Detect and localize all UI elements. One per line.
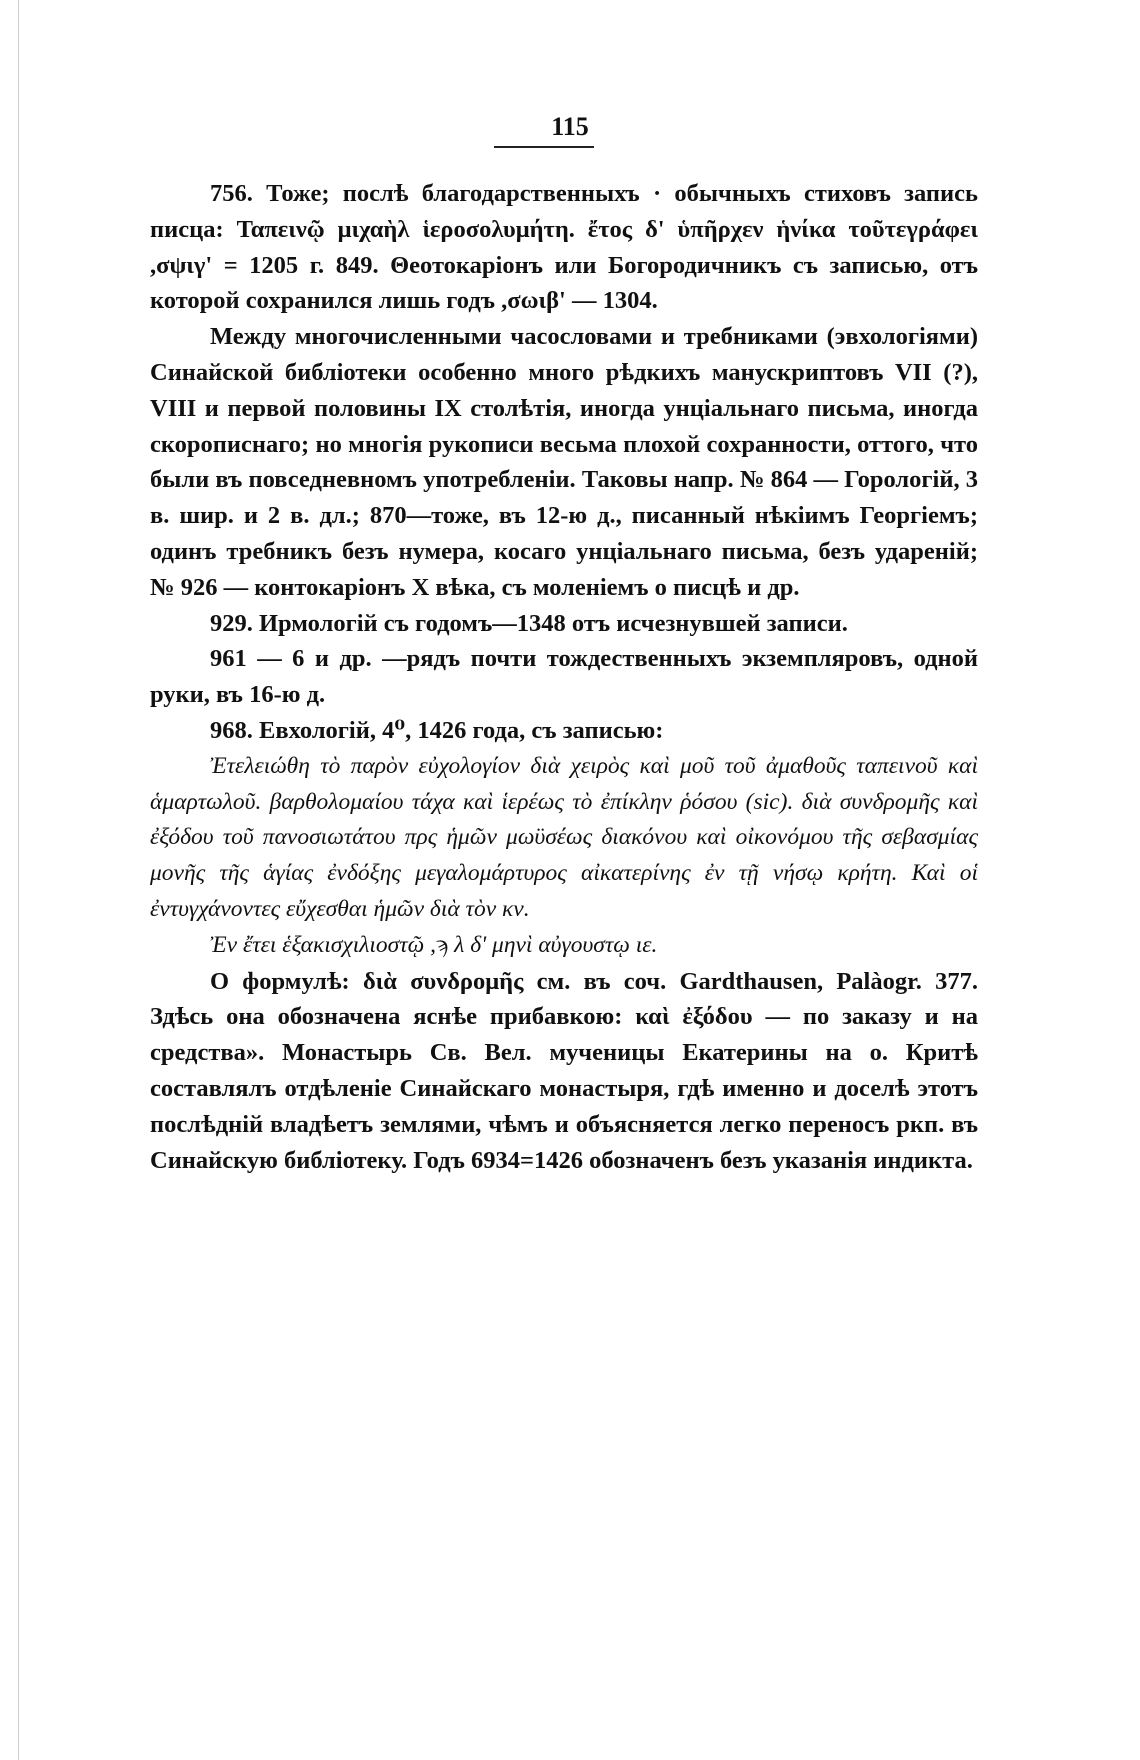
greek-date-line: Ἐν ἔτει ἑξακισχιλιοστῷ ,ϡ λ δ' μηνὶ αὐγουστῳ ιε. (210, 931, 658, 958)
paragraph-manuscripts: Между многочисленными часословами и требниками (эвхологіями) Синайской библіотеки особенно много рѣдкихъ манускриптовъ VII (?), VIII и первой половины IX столѣтія, иногда унціальнаго письма, иногда скорописнаго; но многія рукописи весьма плохой сохранности, оттого, что были въ повседневномъ употребленіи. Таковы напр. № 864 — Горологій, 3 в. шир. и 2 в. дл.; 870—тоже, въ 12-ю д., писанный нѣкіимъ Георгіемъ; одинъ требникъ безъ нумера, косаго унціальнаго письма, безъ удареній; № 926 — контокаріонъ X вѣка, съ моленіемъ о писцѣ и др. (150, 323, 978, 601)
scan-edge-line (18, 0, 19, 1760)
page-number: 115 (551, 112, 589, 141)
paragraph-formula: О формулѣ: διὰ συνδρομῆς см. въ соч. Gardthausen, Palàogr. 377. Здѣсь она обозначена яснѣе прибавкою: καὶ ἐξόδου — по заказу и на средства». Монастырь Св. Вел. мученицы Екатерины на о. Критѣ составлялъ отдѣленіе Синайскаго монастыря, гдѣ именно и доселѣ этотъ послѣдній владѣетъ землями, чѣмъ и объясняется легко переносъ ркп. въ Синайскую библіотеку. Годъ 6934=1426 обозначенъ безъ указанія индикта. (150, 967, 978, 1174)
page-number-rule (494, 146, 594, 148)
greek-colophon: Ἐτελειώθη τὸ παρὸν εὐχολογίον διὰ χειρὸς καὶ μοῦ τοῦ ἀμαθοῦς ταπεινοῦ καὶ ἁμαρτωλοῦ. βαρθολομαίου τάχα καὶ ἱερέως τὸ ἐπίκλην ῥόσου (sic). διὰ συνδρομῆς καὶ ἐξόδου τοῦ πανοσιωτάτου πρς ἡμῶν μωϋσέως διακόνου καὶ οἰκονόμου τῆς σεβασμίας μονῆς τῆς ἁγίας ἐνδόξης μεγαλομάρτυρος αἰκατερίνης ἐν τῇ νήσῳ κρήτη. Καὶ οἱ ἐντυγχάνοντες εὔχεσθαι ἡμῶν διὰ τὸν κν. (150, 752, 978, 922)
paragraph-968: 968. Евхологій, 4⁰, 1426 года, съ записью: (210, 716, 664, 744)
main-text (150, 176, 978, 1178)
paragraph-961: 961 — 6 и др. —рядъ почти тождественныхъ экземпляровъ, одной руки, въ 16-ю д. (150, 645, 978, 709)
paragraph-929: 929. Ирмологій съ годомъ—1348 отъ исчезнувшей записи. (210, 609, 848, 637)
paragraph-756: 756. Тоже; послѣ благодарственныхъ · обычныхъ стиховъ запись писца: Ταπεινῷ μιχαὴλ ἱεροσολυμήτη. ἔτος δ' ὑπῆρχεν ἡνίκα τοῦτεγράφει ,σψιγ' = 1205 г. 849. Θеотокаріонъ или Богородичникъ съ записью, отъ которой сохранился лишь годъ ,σωιβ' — 1304. (150, 180, 978, 315)
